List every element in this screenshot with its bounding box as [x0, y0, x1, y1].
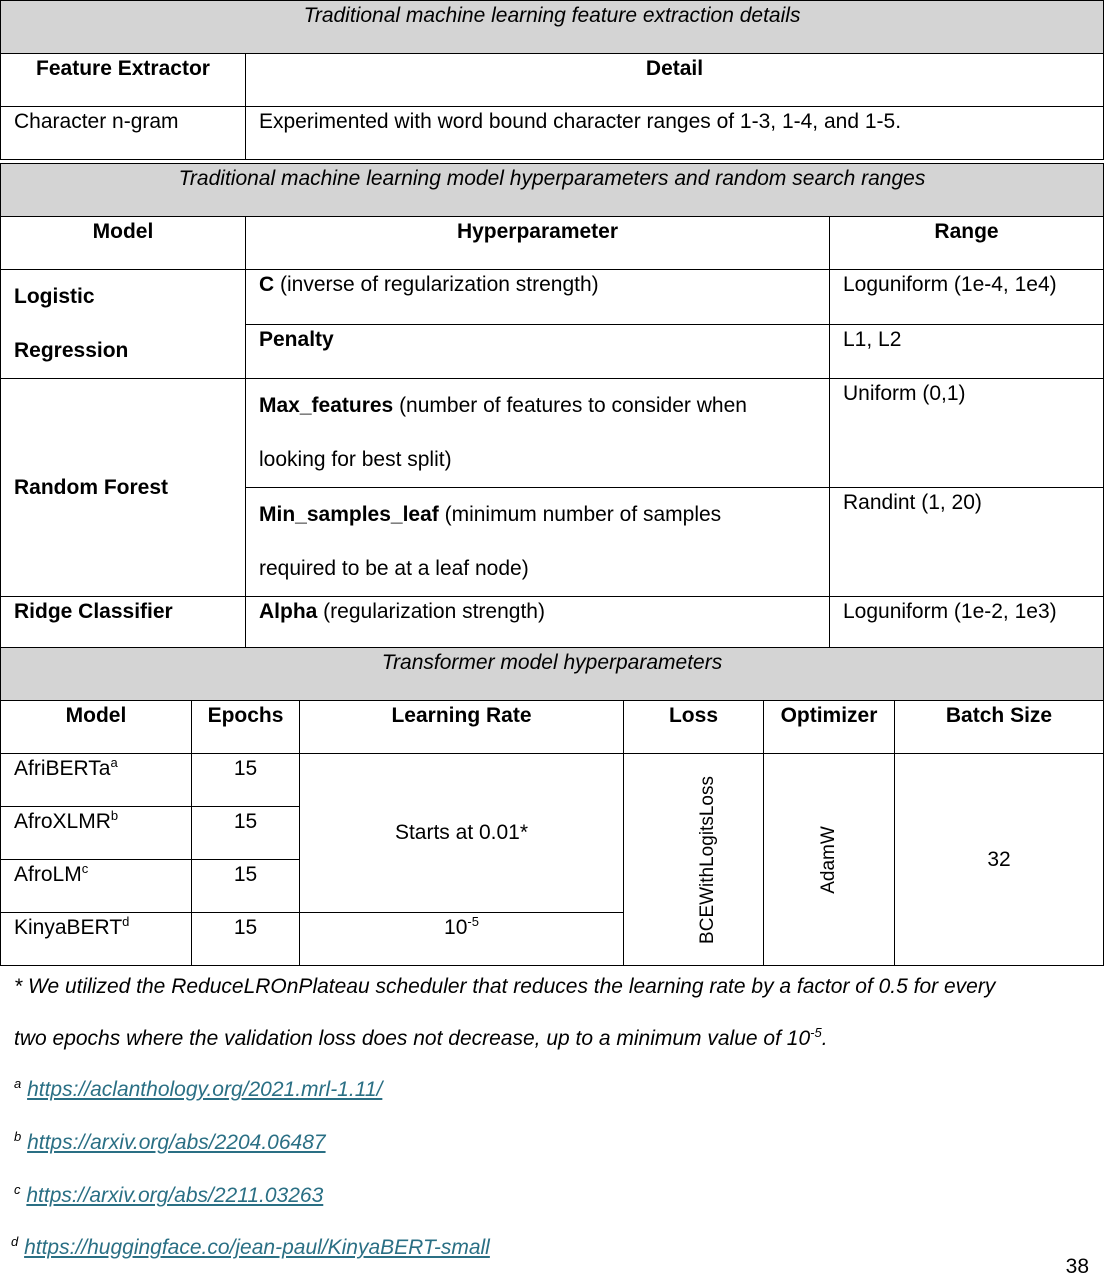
table1-title: Traditional machine learning feature extraction details	[1, 1, 1104, 54]
footnote-link-d[interactable]: https://huggingface.co/jean-paul/KinyaBERT-small	[24, 1236, 490, 1259]
model-afrolm: AfroLM$^c$	[1, 860, 192, 913]
table3-title: Transformer model hyperparameters	[1, 648, 1104, 701]
footnote-c: $^c$ https://arxiv.org/abs/2211.03263	[14, 1182, 324, 1207]
feature-extraction-table	[0, 0, 1104, 160]
range-c: Loguniform (1e-4, 1e4)	[830, 270, 1104, 325]
hyperparameter-table	[0, 163, 1104, 650]
header-t-model: Model	[1, 701, 192, 754]
page-number: 38	[1065, 1255, 1089, 1278]
header-optimizer: Optimizer	[764, 701, 895, 754]
model-afroxlmr: AfroXLMR$^b$	[1, 807, 192, 860]
range-max-features: Uniform (0,1)	[830, 379, 1104, 488]
hyperparam-min-samples-leaf: Min_samples_leaf (minimum number of samples required to be at a leaf node)	[246, 488, 830, 597]
model-kinyabert: KinyaBERT$^d$	[1, 913, 192, 966]
epochs-afroxlmr: 15	[192, 807, 300, 860]
range-alpha: Loguniform (1e-2, 1e3)	[830, 597, 1104, 650]
header-model: Model	[1, 217, 246, 270]
lr-shared: Starts at 0.01*	[300, 754, 624, 913]
range-min-samples-leaf: Randint (1, 20)	[830, 488, 1104, 597]
epochs-afriberta: 15	[192, 754, 300, 807]
epochs-afrolm: 15	[192, 860, 300, 913]
header-loss: Loss	[624, 701, 764, 754]
hyperparam-alpha: Alpha (regularization strength)	[246, 597, 830, 650]
hyperparam-c: C (inverse of regularization strength)	[246, 270, 830, 325]
detail-cell: Experimented with word bound character ranges of 1-3, 1-4, and 1-5.	[246, 107, 1104, 160]
lr-kinyabert: $10^{-5}$	[300, 913, 624, 966]
footnote-link-b[interactable]: https://arxiv.org/abs/2204.06487	[27, 1131, 326, 1154]
batch-size-cell: 32	[895, 754, 1104, 966]
optimizer-cell: AdamW	[764, 754, 895, 966]
footnote-d: $^d$ https://huggingface.co/jean-paul/KinyaBERT-small	[11, 1234, 490, 1259]
hyperparam-max-features: Max_features (number of features to consider when looking for best split)	[246, 379, 830, 488]
table2-title: Traditional machine learning model hyperparameters and random search ranges	[1, 164, 1104, 217]
range-penalty: L1, L2	[830, 324, 1104, 379]
header-feature-extractor: Feature Extractor	[1, 54, 246, 107]
header-detail: Detail	[246, 54, 1104, 107]
epochs-kinyabert: 15	[192, 913, 300, 966]
feature-extractor-cell: Character n-gram	[1, 107, 246, 160]
model-logistic-regression: Logistic Regression	[1, 270, 246, 379]
footnote-link-a[interactable]: https://aclanthology.org/2021.mrl-1.11/	[27, 1078, 383, 1101]
header-learning-rate: Learning Rate	[300, 701, 624, 754]
footnote-link-c[interactable]: https://arxiv.org/abs/2211.03263	[26, 1184, 324, 1207]
loss-cell: BCEWithLogitsLoss	[624, 754, 764, 966]
header-range: Range	[830, 217, 1104, 270]
model-afriberta: AfriBERTa$^a$	[1, 754, 192, 807]
hyperparam-penalty: Penalty	[246, 324, 830, 379]
scheduler-note-line1: * We utilized the ReduceLROnPlateau scheduler that reduces the learning rate by a factor of 0.5 for every	[14, 975, 996, 998]
footnote-a: $^a$ https://aclanthology.org/2021.mrl-1.11/	[14, 1076, 383, 1101]
scheduler-note-line2: two epochs where the validation loss does not decrease, up to a minimum value of $10^{-5}$.	[14, 1025, 828, 1050]
footnote-b: $^b$ https://arxiv.org/abs/2204.06487	[14, 1129, 326, 1154]
model-ridge-classifier: Ridge Classifier	[1, 597, 246, 650]
header-batch-size: Batch Size	[895, 701, 1104, 754]
transformer-table	[0, 647, 1104, 966]
header-hyperparameter: Hyperparameter	[246, 217, 830, 270]
header-epochs: Epochs	[192, 701, 300, 754]
model-random-forest: Random Forest	[1, 379, 246, 597]
